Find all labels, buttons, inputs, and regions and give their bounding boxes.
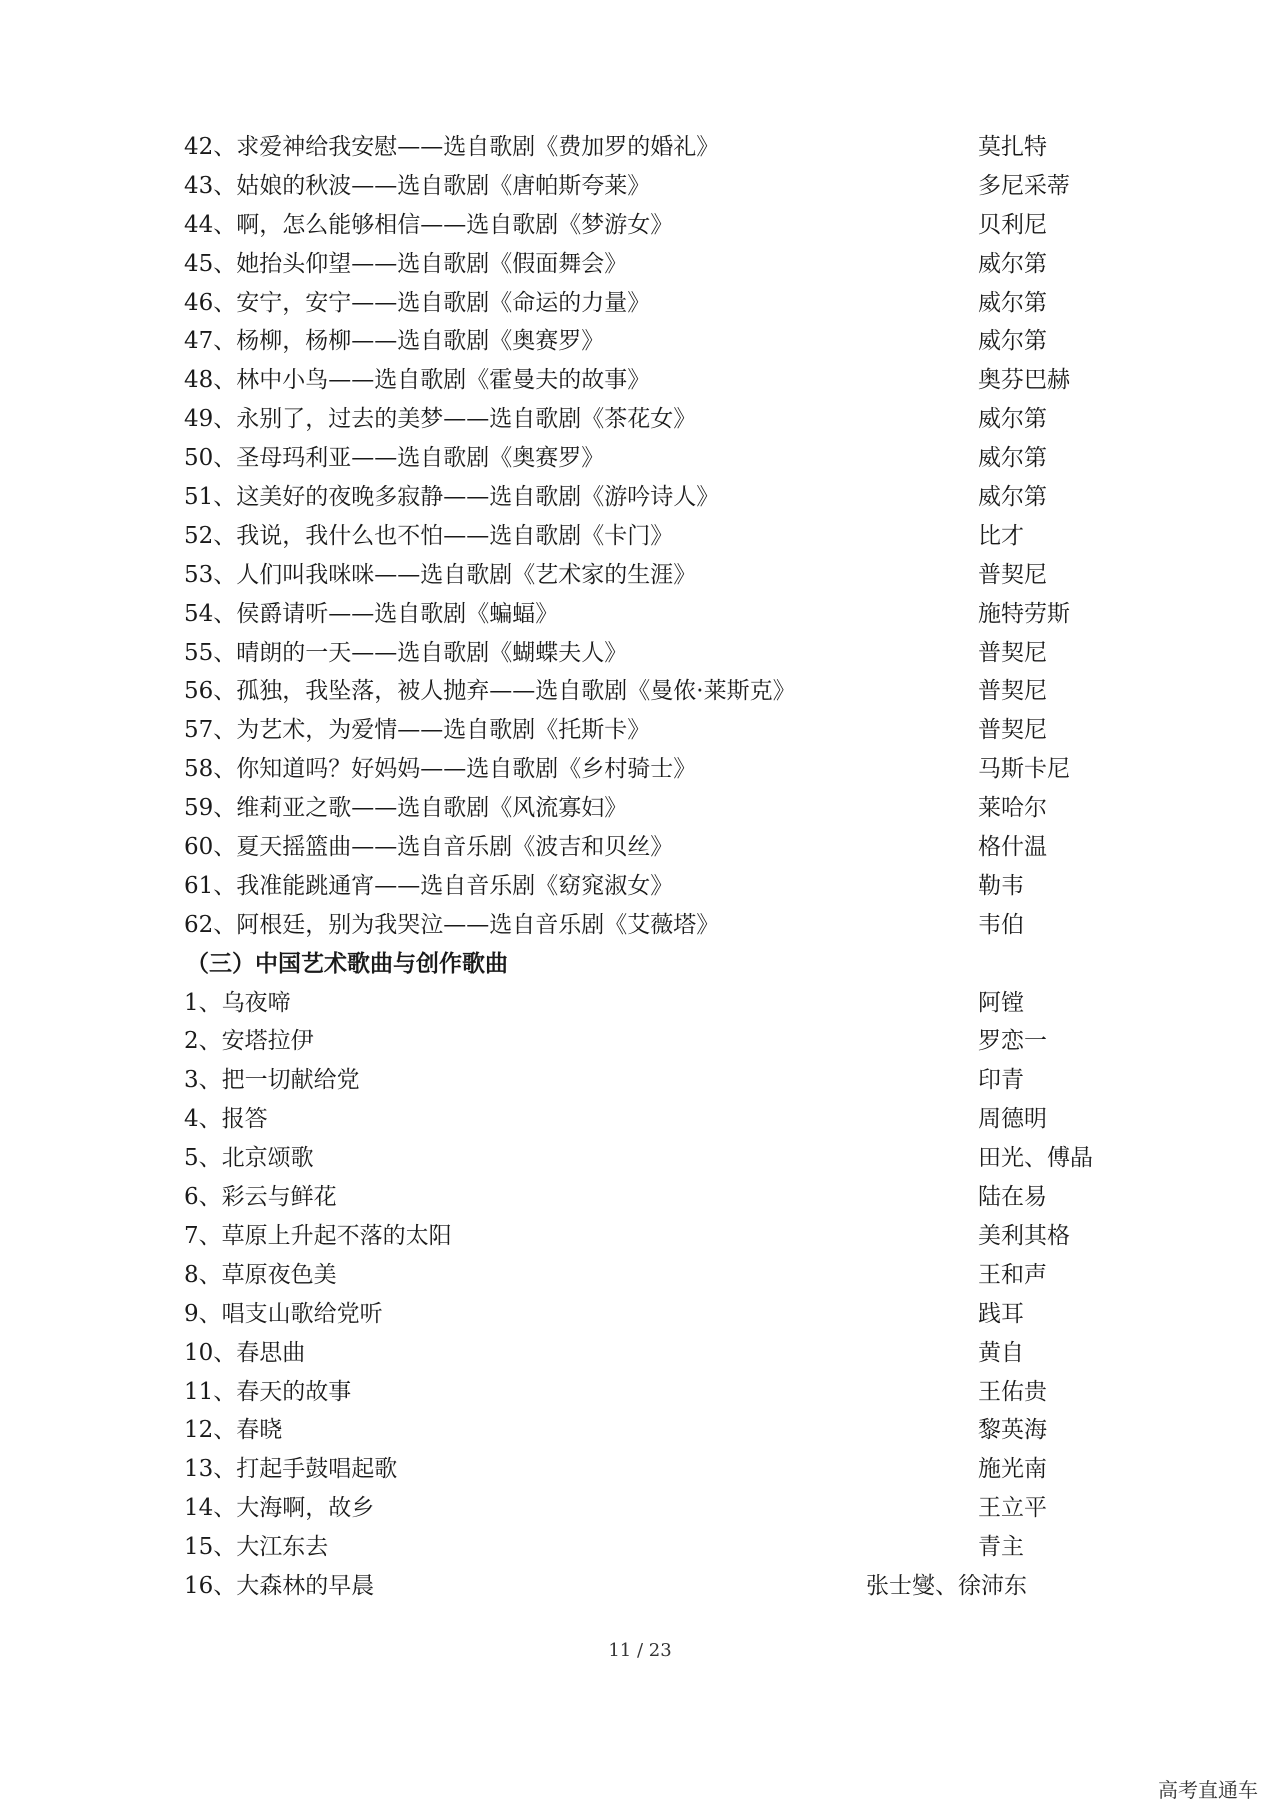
item-number: 12、 xyxy=(184,1417,237,1444)
composer-name: 阿镗 xyxy=(978,989,1024,1016)
item-number: 2、 xyxy=(184,1028,222,1055)
composer-name: 践耳 xyxy=(978,1300,1024,1327)
list-item xyxy=(184,361,1124,400)
composer-name: 勒韦 xyxy=(978,872,1024,899)
list-item xyxy=(184,984,1124,1023)
item-number: 62、 xyxy=(184,911,237,938)
list-item xyxy=(184,284,1124,323)
item-number: 45、 xyxy=(184,250,237,277)
item-number: 53、 xyxy=(184,561,237,588)
list-item xyxy=(184,1528,1124,1567)
song-title: 人们叫我咪咪——选自歌剧《艺术家的生涯》 xyxy=(236,561,697,588)
list-item xyxy=(184,400,1124,439)
item-number: 61、 xyxy=(184,872,237,899)
composer-name: 陆在易 xyxy=(978,1184,1047,1211)
list-item xyxy=(184,1022,1124,1061)
composer-name: 普契尼 xyxy=(978,678,1047,705)
composer-name: 威尔第 xyxy=(978,484,1047,511)
item-number: 16、 xyxy=(184,1572,237,1599)
item-number: 56、 xyxy=(184,678,237,705)
item-number: 58、 xyxy=(184,756,237,783)
item-number: 5、 xyxy=(184,1145,222,1172)
song-title: 北京颂歌 xyxy=(221,1145,314,1172)
list-item xyxy=(184,1100,1124,1139)
list-item xyxy=(184,1334,1124,1373)
item-number: 50、 xyxy=(184,445,237,472)
item-number: 52、 xyxy=(184,522,237,549)
song-title: 晴朗的一天——选自歌剧《蝴蝶夫人》 xyxy=(236,639,628,666)
song-title: 姑娘的秋波——选自歌剧《唐帕斯夸莱》 xyxy=(236,172,651,199)
song-title: 春晓 xyxy=(236,1417,283,1444)
list-item xyxy=(184,867,1124,906)
list-item xyxy=(184,556,1124,595)
opera-aria-list xyxy=(184,128,1124,945)
item-number: 7、 xyxy=(184,1222,222,1249)
song-title: 你知道吗？好妈妈——选自歌剧《乡村骑士》 xyxy=(236,756,697,783)
composer-name: 威尔第 xyxy=(978,406,1047,433)
song-title: 报答 xyxy=(221,1106,268,1133)
song-title: 阿根廷，别为我哭泣——选自音乐剧《艾薇塔》 xyxy=(236,911,720,938)
list-item xyxy=(184,1373,1124,1412)
list-item xyxy=(184,167,1124,206)
list-item xyxy=(184,634,1124,673)
song-title: 维莉亚之歌——选自歌剧《风流寡妇》 xyxy=(236,795,628,822)
list-item xyxy=(184,828,1124,867)
song-title: 打起手鼓唱起歌 xyxy=(236,1456,398,1483)
song-title: 她抬头仰望——选自歌剧《假面舞会》 xyxy=(236,250,628,277)
list-item xyxy=(184,595,1124,634)
song-list xyxy=(184,128,1124,1606)
item-number: 9、 xyxy=(184,1300,222,1327)
item-number: 55、 xyxy=(184,639,237,666)
song-title: 啊，怎么能够相信——选自歌剧《梦游女》 xyxy=(236,211,674,238)
section-heading: （三）中国艺术歌曲与创作歌曲 xyxy=(186,949,508,977)
item-number: 14、 xyxy=(184,1495,237,1522)
composer-name: 普契尼 xyxy=(978,561,1047,588)
list-item xyxy=(184,1178,1124,1217)
composer-name: 印青 xyxy=(978,1067,1024,1094)
song-title: 大海啊，故乡 xyxy=(236,1495,375,1522)
item-number: 48、 xyxy=(184,367,237,394)
composer-name: 施光南 xyxy=(978,1456,1047,1483)
list-item xyxy=(184,517,1124,556)
song-title: 草原夜色美 xyxy=(221,1261,337,1288)
composer-name: 奥芬巴赫 xyxy=(978,367,1070,394)
song-title: 杨柳，杨柳——选自歌剧《奥赛罗》 xyxy=(236,328,605,355)
list-item xyxy=(184,1256,1124,1295)
list-item xyxy=(184,1411,1124,1450)
list-item xyxy=(184,711,1124,750)
item-number: 59、 xyxy=(184,795,237,822)
item-number: 49、 xyxy=(184,406,237,433)
list-item xyxy=(184,750,1124,789)
item-number: 43、 xyxy=(184,172,237,199)
list-item xyxy=(184,1217,1124,1256)
composer-name: 贝利尼 xyxy=(978,211,1047,238)
song-title: 春思曲 xyxy=(236,1339,306,1366)
composer-name: 多尼采蒂 xyxy=(978,172,1070,199)
composer-name: 张士燮、徐沛东 xyxy=(866,1572,1027,1599)
song-title: 夏天摇篮曲——选自音乐剧《波吉和贝丝》 xyxy=(236,834,674,861)
song-title: 求爱神给我安慰——选自歌剧《费加罗的婚礼》 xyxy=(236,134,720,160)
composer-name: 周德明 xyxy=(978,1106,1047,1133)
list-item xyxy=(184,322,1124,361)
composer-name: 普契尼 xyxy=(978,717,1047,744)
composer-name: 莱哈尔 xyxy=(978,795,1047,822)
composer-name: 威尔第 xyxy=(978,250,1047,277)
list-item xyxy=(184,1295,1124,1334)
composer-name: 普契尼 xyxy=(978,639,1047,666)
item-number: 13、 xyxy=(184,1456,237,1483)
item-number: 15、 xyxy=(184,1534,237,1561)
list-item xyxy=(184,1450,1124,1489)
composer-name: 威尔第 xyxy=(978,328,1047,355)
item-number: 1、 xyxy=(184,989,222,1016)
composer-name: 田光、傅晶 xyxy=(978,1145,1093,1172)
list-item xyxy=(184,206,1124,245)
song-title: 这美好的夜晚多寂静——选自歌剧《游吟诗人》 xyxy=(236,484,720,511)
composer-name: 王和声 xyxy=(978,1261,1047,1288)
page-number: 11 / 23 xyxy=(608,1640,672,1661)
list-item xyxy=(184,245,1124,284)
song-title: 大森林的早晨 xyxy=(236,1572,375,1599)
song-title: 圣母玛利亚——选自歌剧《奥赛罗》 xyxy=(236,445,605,472)
list-item xyxy=(184,1489,1124,1528)
item-number: 46、 xyxy=(184,289,237,316)
song-title: 安塔拉伊 xyxy=(221,1028,314,1055)
song-title: 我说，我什么也不怕——选自歌剧《卡门》 xyxy=(236,522,674,549)
composer-name: 威尔第 xyxy=(978,289,1047,316)
song-title: 我准能跳通宵——选自音乐剧《窈窕淑女》 xyxy=(236,872,674,899)
composer-name: 黄自 xyxy=(978,1339,1024,1366)
item-number: 3、 xyxy=(184,1067,222,1094)
composer-name: 黎英海 xyxy=(978,1417,1047,1444)
song-title: 春天的故事 xyxy=(236,1378,352,1405)
list-item xyxy=(184,128,1124,167)
list-item xyxy=(184,789,1124,828)
song-title: 草原上升起不落的太阳 xyxy=(221,1222,452,1249)
list-item xyxy=(184,478,1124,517)
list-item xyxy=(184,906,1124,945)
song-title: 林中小鸟——选自歌剧《霍曼夫的故事》 xyxy=(236,367,651,394)
song-title: 彩云与鲜花 xyxy=(221,1184,337,1211)
song-title: 唱支山歌给党听 xyxy=(221,1300,383,1327)
list-item xyxy=(184,672,1124,711)
item-number: 57、 xyxy=(184,717,237,744)
song-title: 侯爵请听——选自歌剧《蝙蝠》 xyxy=(236,600,559,627)
song-title: 把一切献给党 xyxy=(221,1067,360,1094)
song-title: 孤独，我坠落，被人抛弃——选自歌剧《曼侬·莱斯克》 xyxy=(236,678,796,705)
item-number: 42、 xyxy=(184,134,237,160)
item-number: 10、 xyxy=(184,1339,237,1366)
item-number: 8、 xyxy=(184,1261,222,1288)
composer-name: 格什温 xyxy=(978,834,1047,861)
composer-name: 美利其格 xyxy=(978,1222,1070,1249)
composer-name: 莫扎特 xyxy=(978,134,1047,160)
list-item xyxy=(184,1567,1124,1606)
song-title: 乌夜啼 xyxy=(221,989,291,1016)
watermark-text: 高考直通车 xyxy=(1158,1778,1258,1802)
composer-name: 青主 xyxy=(978,1534,1024,1561)
composer-name: 比才 xyxy=(978,522,1024,549)
item-number: 6、 xyxy=(184,1184,222,1211)
composer-name: 王立平 xyxy=(978,1495,1047,1522)
item-number: 54、 xyxy=(184,600,237,627)
composer-name: 韦伯 xyxy=(978,911,1024,938)
song-title: 永别了，过去的美梦——选自歌剧《茶花女》 xyxy=(236,406,697,433)
composer-name: 王佑贵 xyxy=(978,1378,1047,1405)
composer-name: 施特劳斯 xyxy=(978,600,1070,627)
composer-name: 罗恋一 xyxy=(978,1028,1047,1055)
chinese-song-list xyxy=(184,984,1124,1606)
composer-name: 马斯卡尼 xyxy=(978,756,1070,783)
list-item xyxy=(184,1139,1124,1178)
list-item xyxy=(184,1061,1124,1100)
song-title: 大江东去 xyxy=(236,1534,329,1561)
item-number: 47、 xyxy=(184,328,237,355)
song-title: 为艺术，为爱情——选自歌剧《托斯卡》 xyxy=(236,717,651,744)
song-title: 安宁，安宁——选自歌剧《命运的力量》 xyxy=(236,289,651,316)
item-number: 44、 xyxy=(184,211,237,238)
list-item xyxy=(184,439,1124,478)
item-number: 51、 xyxy=(184,484,237,511)
item-number: 4、 xyxy=(184,1106,222,1133)
composer-name: 威尔第 xyxy=(978,445,1047,472)
item-number: 60、 xyxy=(184,834,237,861)
item-number: 11、 xyxy=(184,1378,237,1405)
